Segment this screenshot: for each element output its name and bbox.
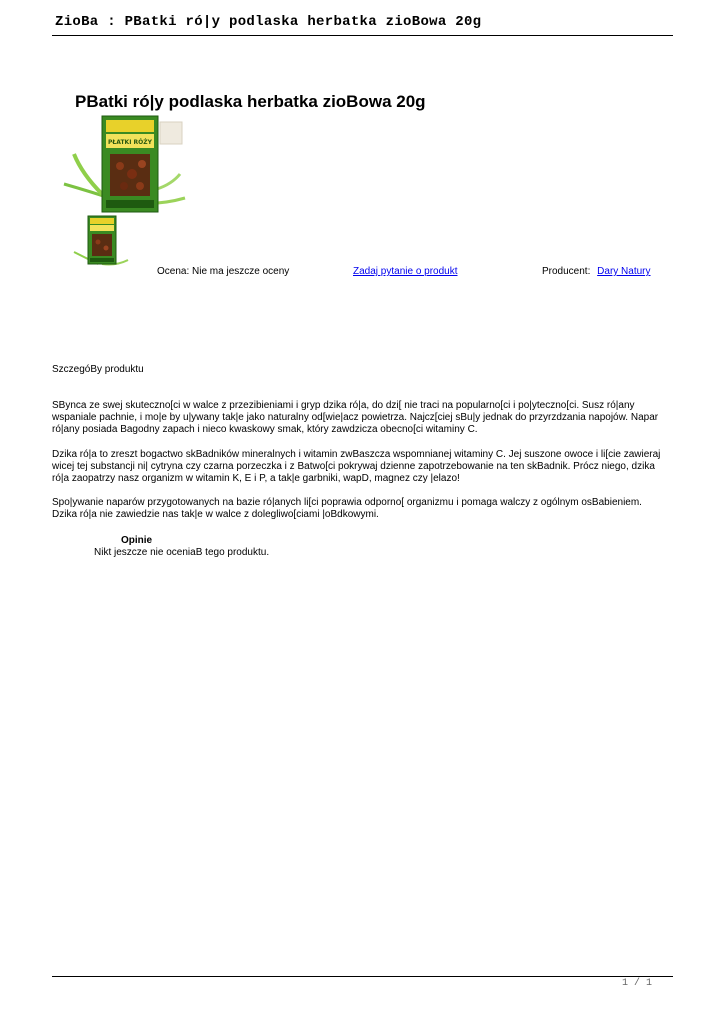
header-rule bbox=[52, 35, 673, 36]
product-thumbnail[interactable] bbox=[72, 214, 130, 268]
no-reviews-text: Nikt jeszcze nie oceniaB tego produktu. bbox=[94, 547, 270, 558]
page-number: 1 / 1 bbox=[621, 978, 652, 989]
opinions-heading: Opinie bbox=[121, 535, 153, 546]
header-title: ZioBa : PBatki ró|y podlaska herbatka zioBowa 20g bbox=[55, 14, 482, 30]
details-heading: SzczegóBy produktu bbox=[52, 364, 144, 375]
footer-rule bbox=[52, 976, 673, 977]
ask-question-link[interactable]: Zadaj pytanie o produkt bbox=[353, 266, 458, 277]
description-paragraph: Dzika ró|a to zreszt bogactwo skBadników mineralnych i witamin zwBaszcza wspomnianej witaminy C. Jej suszone owoce i li[cie zawieraj wicej tej substancji ni| cytryna czy czarna porzeczka i z Batwo[ci pokrywaj dzienne zapotrzebowanie na ten skBadnik. Prócz niego, dzika ró|a zaopatrzy nasz organizm w witamin K, E i P, a tak|e garbniki, wapD, magnez czy |elazo! bbox=[52, 449, 661, 485]
svg-text:PŁATKI RÓŻY: PŁATKI RÓŻY bbox=[108, 139, 152, 146]
producer-info bbox=[542, 266, 651, 277]
description-paragraph: Spo|ywanie naparów przygotowanych na bazie ró|anych li[ci poprawia odporno[ organizmu i pomaga walczy z ogólnym osBabieniem. Dzika ró|a nie zawiedzie nas tak|e w walce z dolegliwo[ciami |oBdkowymi. bbox=[52, 497, 642, 521]
producer-label: Producent: bbox=[542, 266, 591, 277]
rating-text: Ocena: Nie ma jeszcze oceny bbox=[157, 266, 290, 277]
product-image[interactable] bbox=[62, 114, 186, 214]
description-paragraph: SBynca ze swej skuteczno[ci w walce z przezibieniami i gryp dzika ró|a, do dzi[ nie traci na popularno[ci i po|yteczno[ci. Susz ró|any wspaniale pachnie, i mo|e by u|ywany tak|e jako naturalny od[wie|acz powietrza. Najcz[ciej sBu|y jednak do przyrzdzania napojów. Napar ró|any posiada Bagodny zapach i nieco kwaskowy smak, który zawdzicza obecno[ci witaminy C. bbox=[52, 400, 659, 436]
producer-link[interactable]: Dary Natury bbox=[597, 266, 651, 277]
product-title: PBatki ró|y podlaska herbatka zioBowa 20g bbox=[75, 92, 426, 111]
